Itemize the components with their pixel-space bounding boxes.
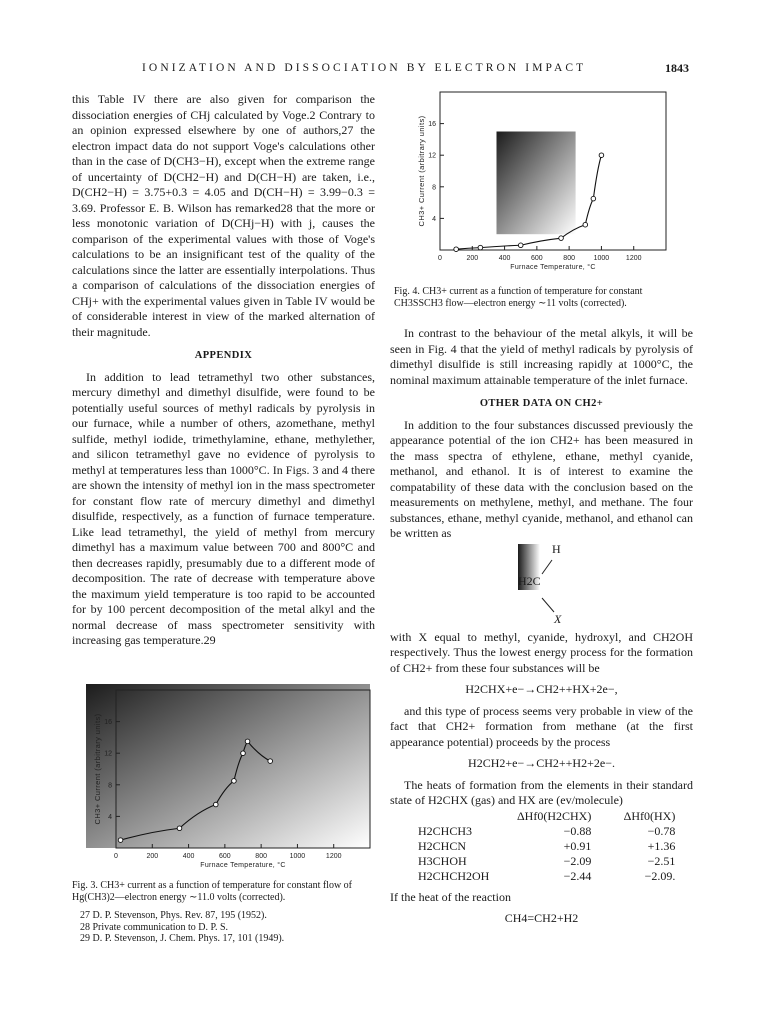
table-row — [412, 839, 681, 854]
x-tick-label: 800 — [563, 255, 575, 262]
table-cell: −2.09. — [644, 868, 676, 883]
running-title: IONIZATION AND DISSOCIATION BY ELECTRON IMPACT — [142, 62, 587, 74]
equation-3: CH4=CH2+H2 — [504, 911, 579, 925]
y-tick-label: 16 — [104, 719, 112, 727]
table-cell: −0.88 — [563, 823, 592, 838]
table-cell: −0.78 — [647, 823, 676, 838]
figure-4-plot — [410, 86, 672, 276]
footnote-27: 27 D. P. Stevenson, Phys. Rev. 87, 195 (1952). — [80, 910, 267, 921]
figure-3-caption: Fig. 3. CH3+ current as a function of temperature for constant flow of Hg(CH3)2—electron energy ∼11.0 volts (corrected). — [72, 880, 353, 903]
other-data-heading: OTHER DATA ON CH2+ — [479, 398, 604, 409]
y-axis-label: CH3+ Current (arbitrary units) — [93, 713, 102, 825]
footnote-28: 28 Private communication to D. P. S. — [80, 921, 229, 933]
x-tick-label: 800 — [255, 853, 267, 860]
right-paragraph-3: with X equal to methyl, cyanide, hydroxyl, and CH2OH respectively. Thus the lowest energy process for the formation of CH2+ from these four substances will be — [390, 629, 693, 675]
appendix-heading: APPENDIX — [194, 350, 253, 361]
running-header — [0, 62, 768, 78]
data-point — [454, 247, 459, 252]
left-column — [72, 92, 375, 649]
table-row — [412, 854, 681, 869]
figure-3-plot — [86, 684, 376, 876]
structure-c-label: H2C — [518, 573, 541, 588]
structure-h-label: H — [552, 541, 561, 556]
right-paragraph-1: In contrast to the behaviour of the metal alkyls, it will be seen in Fig. 4 that the yield of methyl radicals by pyrolysis of dimethyl disulfide is still increasing rapidly at 1000°C, the nominal maximum attainable temperature of the inlet furnace. — [390, 326, 693, 387]
y-tick-label: 12 — [104, 750, 112, 758]
table-header-cell: ΔHf0(HX) — [623, 808, 676, 823]
footnote-29: 29 D. P. Stevenson, J. Chem. Phys. 17, 101 (1949). — [80, 933, 285, 944]
data-point — [118, 838, 123, 843]
footnotes — [80, 910, 284, 945]
right-paragraph-4: and this type of process seems very probable in view of the fact that CH2+ formation from methane (at the first appearance potential) proceeds by the process — [390, 703, 693, 749]
x-tick-label: 400 — [498, 255, 511, 262]
structure-bonds — [530, 552, 570, 620]
right-paragraph-6: If the heat of the reaction — [390, 889, 511, 904]
data-point — [177, 826, 182, 831]
y-tick-label: 12 — [428, 152, 436, 160]
y-tick-label: 4 — [108, 813, 112, 821]
structural-formula — [390, 542, 693, 630]
x-tick-label: 400 — [182, 853, 195, 860]
right-paragraph-5: The heats of formation from the elements in their standard state of H2CHX (gas) and HX are (ev/molecule) — [390, 777, 693, 807]
data-point — [599, 153, 604, 158]
x-tick-label: 0 — [114, 853, 118, 860]
x-tick-label: 0 — [438, 255, 442, 262]
chart-shading — [86, 684, 370, 848]
table-cell: H3CHOH — [418, 853, 467, 868]
table-header-cell — [412, 809, 495, 824]
y-tick-label: 4 — [432, 215, 436, 223]
data-point — [591, 196, 596, 201]
left-paragraph-1: this Table IV there are also given for comparison the dissociation energies of CHj calculated by Voge.2 Contrary to an opinion expressed elsewhere by one of authors,27 the electron impact data do not support Voge's calculations other than in the case of D(CH3−H), except when the extreme range of uncertainty of D(CH2−H) and D(CH−H) are taken, i.e., D(CH2−H) = 3.75+0.3 = 4.05 and D(CH−H) = 3.99−0.3 = 3.69. Professor E. B. Wilson has remarked28 that the more or less monotonic variation of D(CHj−H) with j, causes the comparison of the experimental values with those of Voge's calculations to be an insignificant test of the quality of the calculations since the latter are essentially interpolations. Thus a comparison of calculations of the dissociation energies of CHj+ with the experimental values given in Table IV would be of considerable interest in view of the marked alternation of their magnitude. — [72, 92, 375, 339]
table-cell: H2CHCN — [418, 838, 467, 853]
data-point — [518, 243, 523, 248]
page-number: 1843 — [665, 61, 689, 75]
x-tick-label: 1000 — [289, 853, 306, 860]
data-point — [241, 751, 246, 756]
x-tick-label: 600 — [219, 853, 231, 860]
right-paragraph-2: In addition to the four substances discussed previously the appearance potential of the ion CH2+ has been measured in the mass spectra of ethylene, ethane, methyl cyanide, methanol, and ethanol. It is of interest to examine the compatability of these data with the conclusion based on the measurements on methylene, methyl, and methane. The four substances, ethane, methyl cyanide, methanol, and ethanol can be written as — [390, 417, 693, 540]
data-point — [478, 245, 483, 250]
x-tick-label: 200 — [466, 255, 479, 262]
figure-4 — [410, 86, 672, 276]
structure-x-label: X — [554, 611, 562, 626]
data-point — [245, 739, 250, 744]
data-point — [232, 779, 237, 784]
y-axis-label: CH3+ Current (arbitrary units) — [417, 115, 426, 227]
right-column — [390, 326, 693, 933]
equation-1: H2CHX+e−→CH2++HX+2e−, — [465, 682, 618, 696]
table-cell: +0.91 — [563, 838, 592, 853]
data-point — [583, 222, 588, 227]
x-tick-label: 600 — [531, 255, 543, 262]
equation-2: H2CH2+e−→CH2++H2+2e−. — [468, 756, 615, 770]
table-cell: −2.09 — [563, 853, 592, 868]
table-cell: −2.44 — [563, 868, 592, 883]
table-cell: −2.51 — [647, 853, 676, 868]
figure-4-caption: Fig. 4. CH3+ current as a function of temperature for constant CH3SSCH3 flow—electron energy ∼11 volts (corrected). — [394, 286, 643, 309]
x-tick-label: 200 — [146, 853, 159, 860]
table-row — [412, 869, 681, 884]
x-tick-label: 1000 — [593, 255, 610, 262]
table-cell: +1.36 — [647, 838, 676, 853]
left-paragraph-2: In addition to lead tetramethyl two other substances, mercury dimethyl and dimethyl disulfide, were found to be potentially useful sources of methyl radicals by pyrolysis in our furnace, while a number of others, azomethane, methyl sulfide, methyl iodide, trimethylamine, ethane, methylether, and silicon tetramethyl gave no evidence of pyrolysis to methyl at temperatures less than 1000°C. In Figs. 3 and 4 there are shown the intensity of methyl ion in the mass spectrometer for constant flow rate of mercury dimethyl and dimethyl disulfide, respectively, as a function of furnace temperature. Like lead tetramethyl, the yield of methyl from mercury dimethyl has a maximum value between 700 and 800°C and then decreases rapidly, presumably due to a different mode of decomposition. The rate of decrease with temperature above the maximum yield temperature is too rapid to be accounted for by 100 percent decomposition of the metal alkyl and the normal decrease of mass spectrometer sensitivity with increasing gas temperature.29 — [72, 369, 375, 647]
heats-of-formation-table — [412, 809, 681, 884]
x-tick-label: 1200 — [325, 853, 342, 860]
table-cell: H2CHCH2OH — [418, 868, 490, 883]
data-point — [213, 802, 218, 807]
table-header-cell: ΔHf0(H2CHX) — [516, 808, 592, 823]
data-point — [559, 236, 564, 241]
table-cell: H2CHCH3 — [418, 823, 473, 838]
figure-3 — [86, 684, 376, 876]
y-tick-label: 16 — [428, 121, 436, 129]
chart-shading — [497, 132, 576, 235]
x-tick-label: 1200 — [625, 255, 642, 262]
data-point — [268, 759, 273, 764]
x-axis-label: Furnace Temperature, °C — [200, 862, 286, 869]
table-header-row — [412, 809, 681, 824]
y-tick-label: 8 — [432, 184, 436, 192]
x-axis-label: Furnace Temperature, °C — [510, 264, 596, 271]
table-row — [412, 824, 681, 839]
y-tick-label: 8 — [108, 782, 112, 790]
